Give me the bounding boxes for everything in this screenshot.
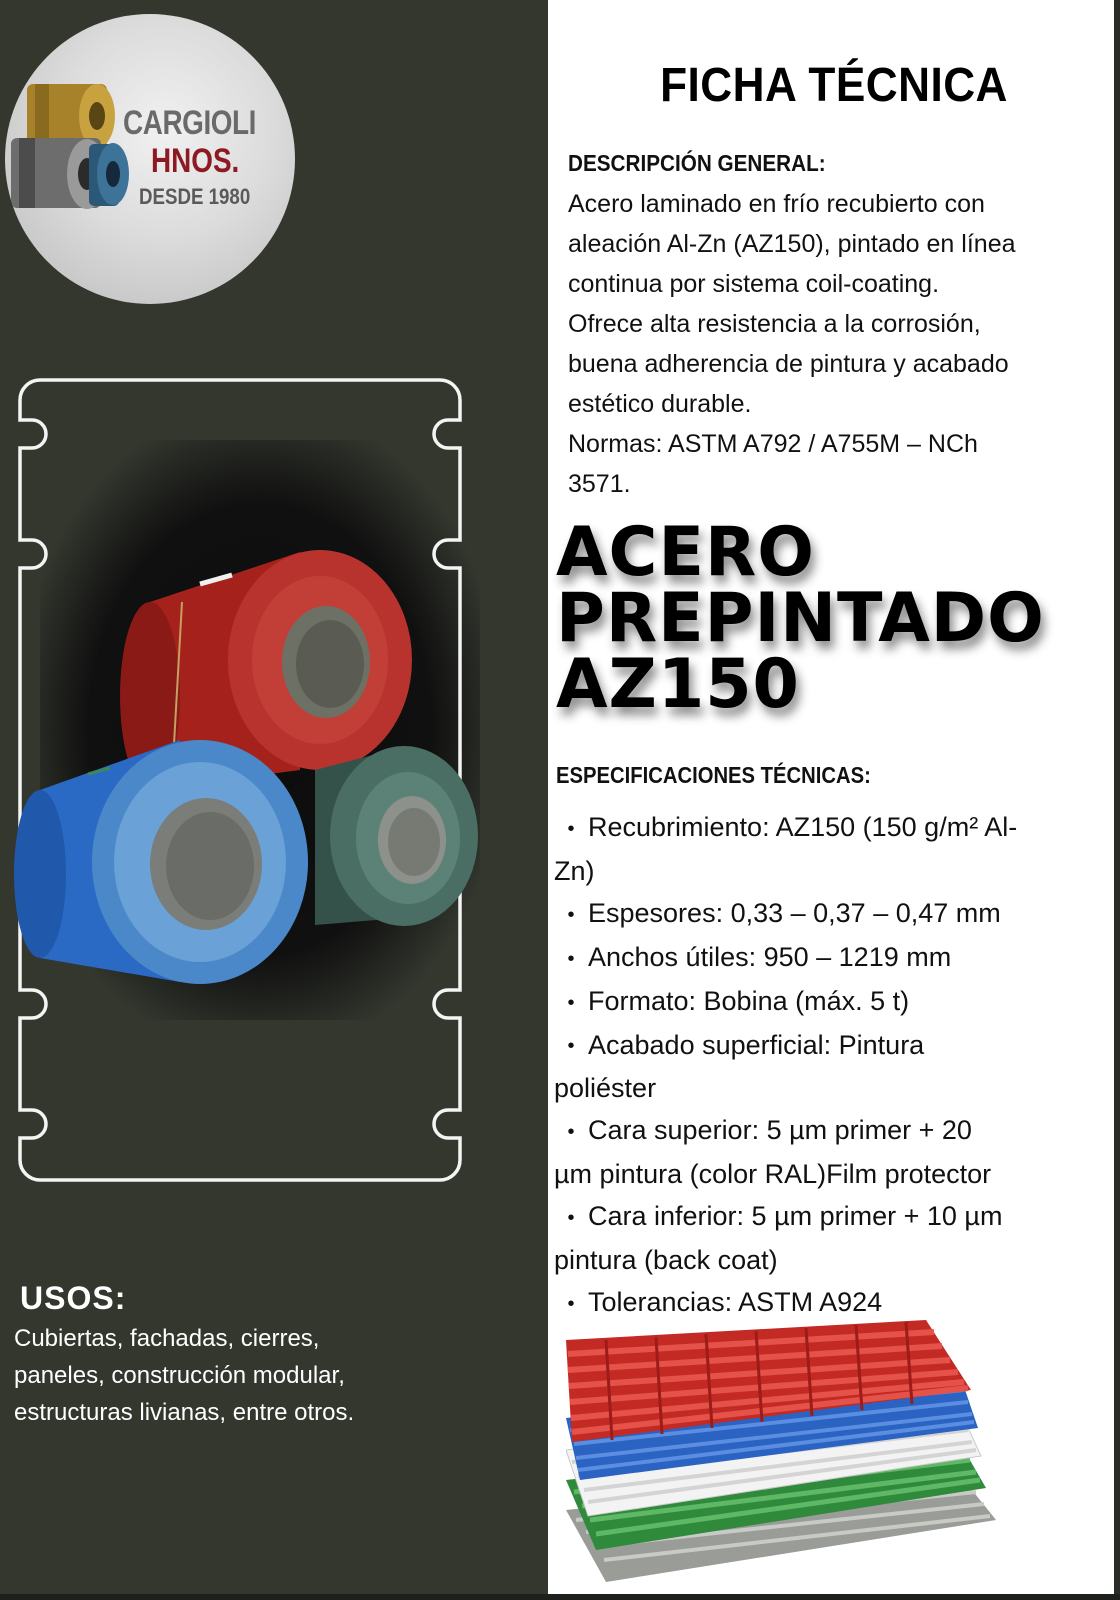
spec-item (554, 936, 1114, 980)
description-line: 3571. (568, 470, 631, 498)
bullet-icon: • (567, 947, 575, 970)
page-title: FICHA TÉCNICA (660, 59, 1008, 112)
spec-item (554, 980, 1114, 1024)
logo-wordmark: CARGIOLI (123, 104, 257, 142)
blue-coil-image (14, 740, 308, 984)
usos-description (14, 1320, 534, 1431)
spec-text: Acabado superficial: Pintura (588, 1029, 925, 1060)
coil-stack-icon (5, 14, 295, 304)
usos-line: paneles, construcción modular, (14, 1362, 345, 1389)
spec-item (554, 1195, 1114, 1239)
spec-text: Cara inferior: 5 µm primer + 10 µm (588, 1201, 1003, 1232)
bullet-icon: • (567, 1121, 575, 1144)
product-frame (0, 370, 548, 1220)
spec-text: Cara superior: 5 µm primer + 20 (588, 1115, 972, 1146)
spec-item (554, 1024, 1114, 1068)
description-line: buena adherencia de pintura y acabado (568, 350, 1009, 378)
bullet-icon: • (567, 903, 575, 926)
green-coil-image (315, 746, 478, 926)
product-title (556, 513, 1105, 724)
right-edge (1114, 0, 1120, 1600)
spec-item-continuation: pintura (back coat) (554, 1245, 778, 1276)
description-body (568, 184, 1108, 504)
usos-line: Cubiertas, fachadas, cierres, (14, 1325, 320, 1352)
bullet-icon: • (567, 1207, 575, 1230)
specs-list (554, 806, 1114, 1325)
description-heading: DESCRIPCIÓN GENERAL: (568, 150, 826, 176)
spec-item-continuation: poliéster (554, 1073, 657, 1104)
spec-item (554, 1281, 1114, 1325)
usos-line: estructuras livianas, entre otros. (14, 1399, 355, 1426)
spec-item-continuation: Zn) (554, 855, 595, 886)
bullet-icon: • (567, 1293, 575, 1315)
description-line: continua por sistema coil-coating. (568, 270, 940, 298)
spec-item-continuation: µm pintura (color RAL)Film protector (554, 1159, 992, 1190)
bullet-icon: • (567, 991, 575, 1014)
left-panel (0, 0, 548, 1600)
product-title-line: AZ150 (556, 645, 800, 724)
company-logo (5, 14, 295, 304)
product-title-line: PREPINTADO (556, 579, 1045, 658)
spec-text: Recubrimiento: AZ150 (150 g/m² Al- (588, 812, 1018, 842)
usos-heading: USOS: (20, 1280, 127, 1316)
spec-item (554, 1109, 1114, 1153)
description-line: estético durable. (568, 390, 752, 418)
spec-text: Espesores: 0,33 – 0,37 – 0,47 mm (588, 897, 1001, 928)
description-line: Normas: ASTM A792 / A755M – NCh (568, 430, 978, 458)
logo-since: DESDE 1980 (139, 184, 251, 209)
bullet-icon: • (567, 817, 575, 840)
bullet-icon: • (567, 1035, 575, 1058)
spec-text: Anchos útiles: 950 – 1219 mm (588, 941, 952, 972)
specs-heading: ESPECIFICACIONES TÉCNICAS: (556, 762, 871, 788)
spec-item (554, 892, 1114, 936)
description-line: aleación Al-Zn (AZ150), pintado en línea (568, 230, 1016, 258)
spec-item (554, 806, 1114, 850)
logo-hnos: HNOS. (151, 142, 240, 180)
spec-text: Tolerancias: ASTM A924 (588, 1287, 883, 1318)
product-title-line: ACERO (556, 513, 815, 592)
description-line: Ofrece alta resistencia a la corrosión, (568, 310, 981, 338)
description-line: Acero laminado en frío recubierto con (568, 190, 985, 218)
roof-sheets-image (566, 1320, 1006, 1590)
spec-text: Formato: Bobina (máx. 5 t) (588, 985, 910, 1016)
bottom-border (0, 1594, 1120, 1600)
